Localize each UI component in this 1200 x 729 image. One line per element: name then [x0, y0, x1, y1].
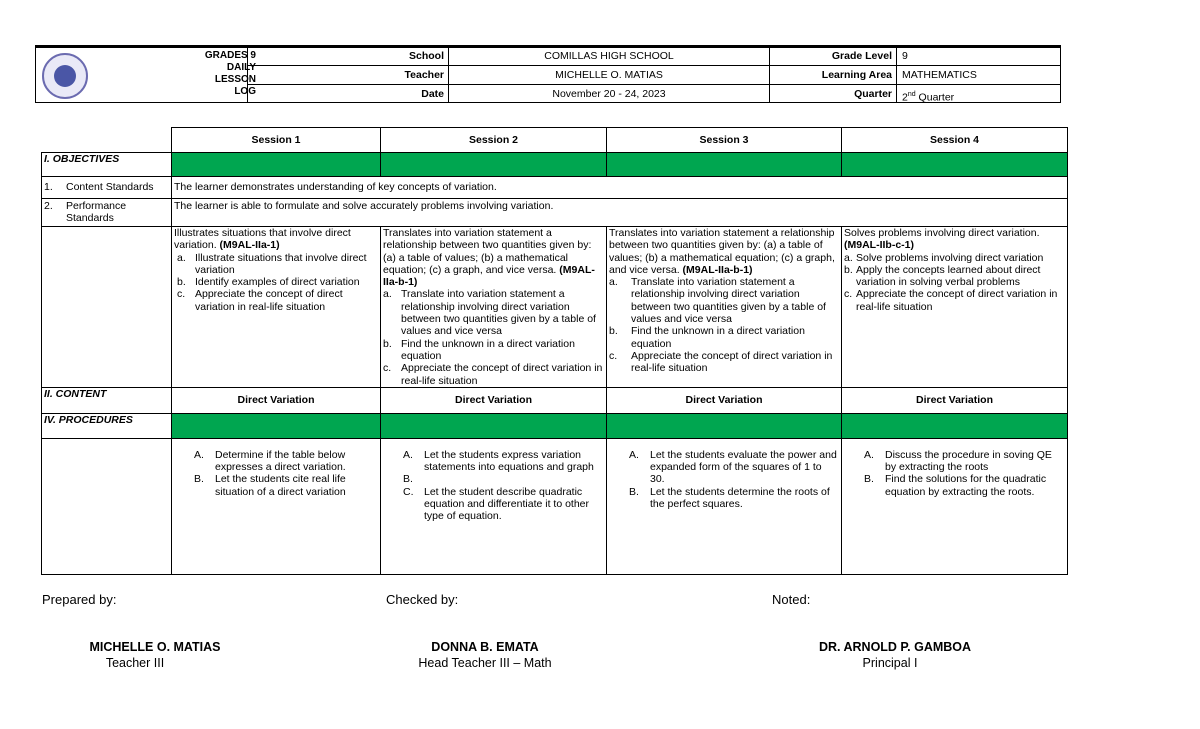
checked-by-name: DONNA B. EMATA [431, 640, 539, 654]
procedures-row [42, 413, 1068, 438]
session-3-header: Session 3 [607, 128, 842, 153]
grade-level-value: 9 [902, 50, 908, 62]
dll-title: GRADES 9 DAILY LESSON LOG [204, 50, 256, 97]
performance-standards-text: The learner is able to formulate and solve accurately problems involving variation. [172, 199, 1068, 227]
checked-by-label: Checked by: [386, 592, 459, 607]
content-standards-label: Content Standards [66, 181, 154, 194]
noted-label: Noted: [772, 592, 811, 607]
green-fill [172, 413, 381, 438]
learning-area-value: MATHEMATICS [902, 69, 977, 81]
session-4-competency: Solves problems involving direct variation. (M9AL-IIb-c-1) a. Solve problems involving direct variation b. Apply the concepts learned about direct variation in solving verbal problems c. Appreciate the concept of direct variation in real-life situation [842, 227, 1068, 388]
session-2-header: Session 2 [381, 128, 607, 153]
prepared-by-label: Prepared by: [42, 592, 117, 607]
session-4-procedures: A. Discuss the procedure in soving QE by extracting the roots B. Find the solutions for the quadratic equation by extracting the roots. [842, 438, 1068, 574]
content-standards-text: The learner demonstrates understanding of key concepts of variation. [172, 177, 1068, 199]
performance-standards-row: 2. Performance Standards The learner is able to formulate and solve accurately problems involving variation. [42, 199, 1068, 227]
lesson-log-table [41, 127, 1068, 575]
teacher-value: MICHELLE O. MATIAS [555, 69, 663, 81]
green-fill [172, 153, 381, 177]
quarter-label: Quarter [854, 88, 892, 100]
school-label: School [408, 50, 444, 62]
session-4-header: Session 4 [842, 128, 1068, 153]
performance-standards-label: Performance Standards [66, 200, 127, 225]
green-fill [381, 413, 607, 438]
date-value: November 20 - 24, 2023 [552, 88, 666, 100]
green-fill [842, 153, 1068, 177]
learning-area-label: Learning Area [821, 69, 892, 81]
grade-level-label: Grade Level [831, 50, 892, 62]
session-1-procedures: A. Determine if the table below expresses a direct variation. B. Let the students cite real life situation of a direct variation [172, 438, 381, 574]
session-2-procedures: A. Let the students express variation statements into equations and graph B. C. Let the student describe quadratic equation and differentiate it to other type of equation. [381, 438, 607, 574]
deped-seal-icon [42, 53, 88, 99]
green-fill [842, 413, 1068, 438]
green-fill [381, 153, 607, 177]
quarter-value: 2nd Quarter [902, 91, 955, 104]
content-label: II. CONTENT [42, 387, 172, 413]
prepared-by-name: MICHELLE O. MATIAS [89, 640, 221, 654]
school-value: COMILLAS HIGH SCHOOL [544, 50, 674, 62]
session-4-content: Direct Variation [842, 387, 1068, 413]
procedures-label: IV. PROCEDURES [42, 413, 172, 438]
objectives-label: I. OBJECTIVES [42, 153, 172, 177]
checked-by-role: Head Teacher III – Math [418, 656, 552, 670]
session-2-competency: Translates into variation statement a relationship between two quantities given by: (a) a table of values; (b) a mathematical equation; (c) a graph, and vice versa. (M9AL-IIa-b-1) a. Translate into variation statement a relationship involving direct variation between two quantities given by a table of values and vice versa b. Find the unknown in a direct variation equation c. Appreciate the concept of direct variation in real-life situation [381, 227, 607, 388]
session-3-procedures: A. Let the students evaluate the power and expanded form of the squares of 1 to 30. B. Let the students determine the roots of the perfect squares. [607, 438, 842, 574]
content-row [42, 387, 1068, 413]
session-3-competency: Translates into variation statement a relationship between two quantities given by: (a) a table of values; (b) a mathematical equation; (c) a graph, and vice versa. (M9AL-IIa-b-1) a. Translate into variation statement a relationship involving direct variation between two quantities given by a table of values and vice versa b. Find the unknown in a direct variation equation c. Appreciate the concept of direct variation in real-life situation [607, 227, 842, 388]
session-1-competency: Illustrates situations that involve direct variation. (M9AL-IIa-1) a. Illustrate situations that involve direct variation b. Identify examples of direct variation c. Appreciate the concept of direct variation in real-life situation [172, 227, 381, 388]
date-label: Date [421, 88, 444, 100]
green-fill [607, 413, 842, 438]
noted-name: DR. ARNOLD P. GAMBOA [818, 640, 972, 654]
session-header-row [42, 128, 1068, 153]
noted-role: Principal I [862, 656, 918, 670]
competencies-row [42, 227, 1068, 388]
content-standards-row: 1. Content Standards The learner demonstrates understanding of key concepts of variation. [42, 177, 1068, 199]
green-fill [607, 153, 842, 177]
session-2-content: Direct Variation [381, 387, 607, 413]
session-3-content: Direct Variation [607, 387, 842, 413]
prepared-by-role: Teacher III [105, 656, 165, 670]
session-1-header: Session 1 [172, 128, 381, 153]
objectives-row [42, 153, 1068, 177]
header-block [35, 45, 1061, 103]
procedures-detail-row [42, 438, 1068, 574]
teacher-label: Teacher [404, 69, 444, 81]
session-1-content: Direct Variation [172, 387, 381, 413]
